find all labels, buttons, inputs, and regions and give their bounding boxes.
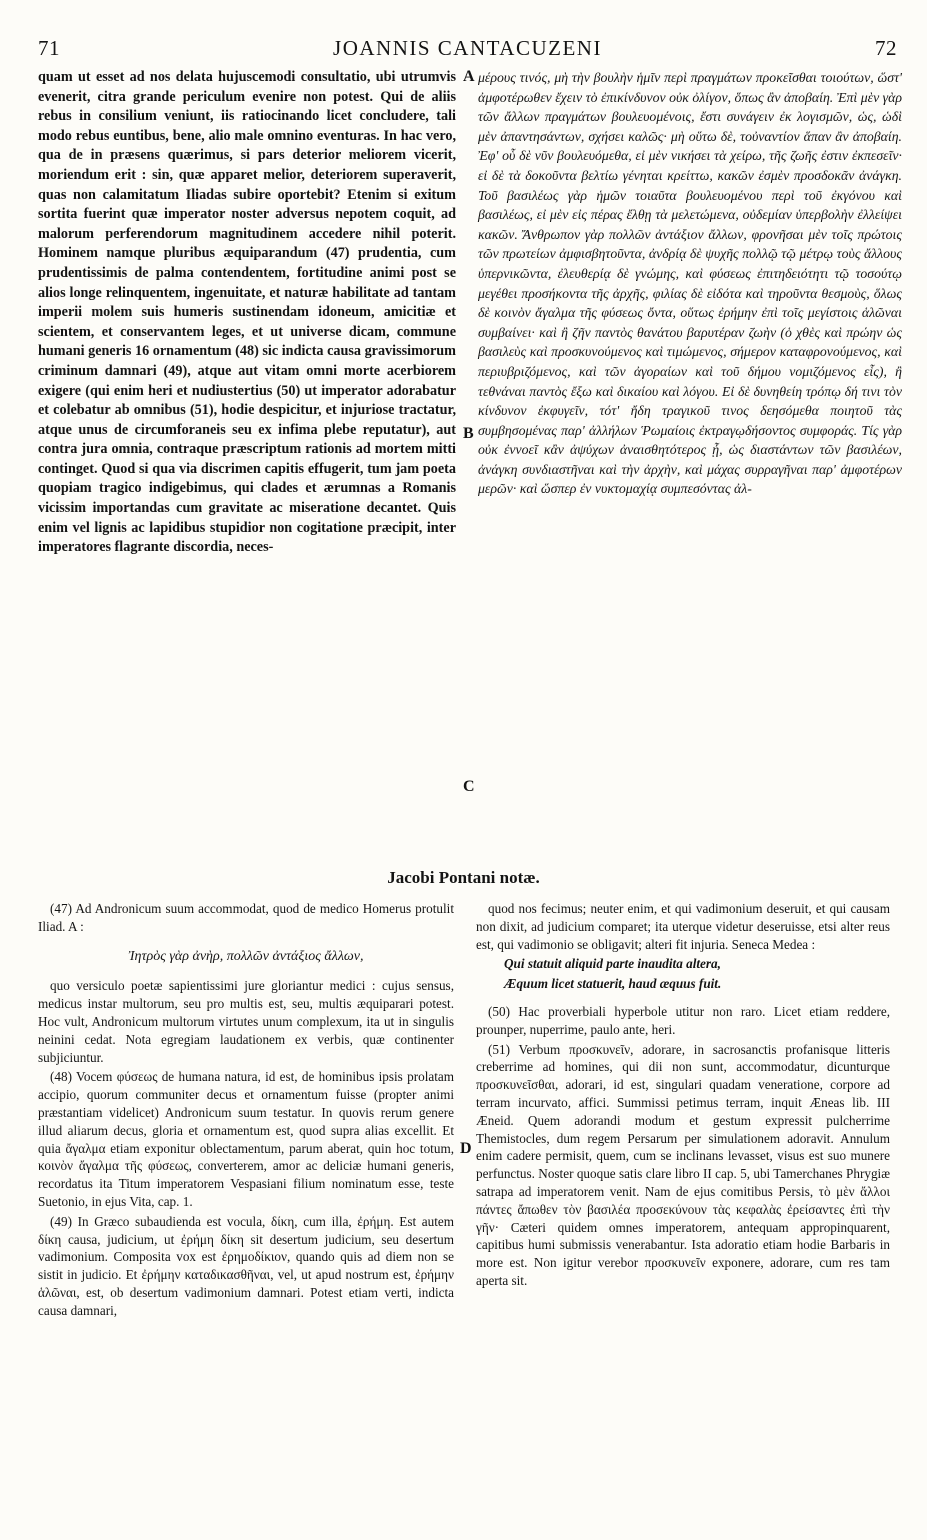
margin-letter-a: A bbox=[463, 68, 475, 85]
running-title: JOANNIS CANTACUZENI bbox=[333, 36, 602, 60]
note-49: (49) In Græco subaudienda est vocula, δίκη, cum illa, ἐρήμη. Est autem δίκη causa, judicium, ut ἐρήμη δίκη sit desertum judicium, seu desertum vadimonium. Composita vox est ἐρημοδίκιον, quando quis ad diem non se sistit in judicio. Et ἐρήμην καταδικασθῆναι, vel, ut apud nostrum est, ἐρήμην ἁλῶναι, est, ob desertum vadimonium damnari. Potest etiam verti, indicta causa damnari, bbox=[38, 1213, 454, 1318]
seneca-verse-1: Qui statuit aliquid parte inaudita altera, bbox=[504, 956, 721, 972]
notes-left-column bbox=[38, 900, 454, 1322]
note-47-citation: Ἰητρὸς γὰρ ἀνὴρ, πολλῶν ἀντάξιος ἄλλων, bbox=[128, 948, 364, 964]
margin-letter-b: B bbox=[463, 425, 474, 442]
note-47: (47) Ad Andronicum suum accommodat, quod de medico Homerus protulit Iliad. A : bbox=[38, 901, 454, 934]
running-header bbox=[38, 36, 897, 66]
margin-letter-c: C bbox=[463, 778, 475, 795]
notes-heading: Jacobi Pontani notæ. bbox=[387, 868, 540, 887]
note-50: (50) Hac proverbiali hyperbole utitur non raro. Licet etiam reddere, prounper, nuperrime, paulo ante, heri. bbox=[476, 1003, 890, 1037]
margin-letter-d: D bbox=[460, 1140, 472, 1157]
greek-column bbox=[478, 68, 902, 868]
seneca-verse-2: Æquum licet statuerit, haud æquus fuit. bbox=[504, 976, 722, 992]
notes-right-column bbox=[476, 900, 890, 1292]
note-51: (51) Verbum προσκυνεῖν, adorare, in sacrosanctis profanisque litteris creberrime ad homines, qui dii non sunt, accommodatur, dicunturque προσκυνεῖσθαι, adorari, id est, singulari quadam veneratione, corpore ad terram incurvato, affici. Summissi petimus terram, inquit Æneas lib. III Æneid. Quem adorandi modum et gestum expressit pulcherrime Themistocles, dum regem Persarum per simulationem adoravit. Annulum enim cadere permisit, quem, cum se inclinans levasset, visus est suo munere perfunctus. Noster quoque satis clare libro II cap. 5, ubi Tamerchanes Phrygiæ satrapa ad imperatorem venit. Nam de ejus comitibus Persis, τὸ μὲν ἄλλοι πάντες ἄπωθεν τὸν βασιλέα προσεκύνουν τὰς κεφαλὰς ἐρείσαντες ἐπὶ τὴν γῆν· Cæteri quidem omnes imperatorem, antequam appropinquarent, capitibus humi submissis venerabantur. Ista adoratio etiam hodie Barbaris in more est. Non igitur verebor προσκυνεῖν exponere, adorare, cum res tam aperta sit. bbox=[476, 1041, 890, 1288]
latin-column bbox=[38, 68, 456, 868]
left-page-number: 71 bbox=[38, 36, 60, 60]
note-48: (48) Vocem φύσεως de humana natura, id est, de hominibus ipsis prolatam accipio, quorum communiter decus et ornamentum fuisse (propter animi præstantiam videlicet) Andronicum suum testatur. In quovis rerum genere illud aliarum decus, gloria et ornamentum est, quod supra alias excellit. Et quia ἄγαλμα etiam exponitur oblectamentum, parum aberat, quin hoc totum, κοινὸν ἄγαλμα τῆς φύσεως, converterem, amor ac deliciæ humani generis, recordatus ita Titum imperatorem Vespasiani filium nominatum esse, teste Suetonio, in ejus Vita, cap. 1. bbox=[38, 1069, 454, 1209]
note-47-continued: quo versiculo poetæ sapientissimi jure gloriantur medici : cujus sensus, medicus instar multorum, seu pro multis est, seu, multis æquiparari potest. Hoc vult, Andronicum multorum virtutes unum complexum, ita ut in singulis neinini cedat. Nota egregiam laudationem ex verbis, quæ continenter subjiciuntur. bbox=[38, 978, 454, 1065]
latin-text: quam ut esset ad nos delata hujuscemodi consultatio, ubi utrumvis evenerit, citra grande periculum evenire non potest. Qui de aliis rebus in consilium veniunt, iis ratiocinando licet concludere, tali modo rebus euntibus, bene, alio male omnino eventuras. In hac vero, qua de in præsens quærimus, si pars deterior meliorem vicerit, moriendum erit : sin, quæ apparet melior, deteriorem superaverit, quas non calamitatum Iliadas subire oportebit? Etenim si exitum sortita fuerint quæ imperator noster adversus nepotem coquit, ad malorum perferendorum magnitudinem accedere nihil poterit. Hominem namque pluribus æquiparandum (47) prudentia, cum prudentissimis de palma contendentem, fortitudine animi post se alios longe relinquentem, ingenuitate, et naturæ habilitate ad tantam imperii molem suis humeris sustinendam idoneum, amicitiæ et scientem, et conservantem leges, et ut universe dicam, commune humani generis 16 ornamentum (48) sic indicta causa gravissimorum criminum damnari (49), atque aut vitam omni morte acerbiorem exigere (qui enim heri et nudiustertius (50) ut imperator adorabatur et colebatur ab omnibus (51), hodie despicitur, et injuriose tractatur, atque unus de circumforaneis seu ex infima plebe reputatur), aut contra jura omnia, contraque præscriptum rationis ad mortem mitti continget. Quod si qua via discrimen capitis effugerit, tum jam poeta quopiam tragico indigebimus, qui clades et ærumnas a Romanis vicissim importandas cum gravitate ac miseratione decantet. Quis enim vel lignis ac lapidibus stupidior non cogitatione præcipit, inter imperatores flagrante discordia, neces- bbox=[38, 69, 456, 556]
note-49-continued: quod nos fecimus; neuter enim, et qui vadimonium deseruit, et qui causam non dixit, ad judicium comparet; ita uterque videtur deseruisse, etsi alter reus est, qui vadimonio se obligavit; alteri fit injuria. Seneca Medea : bbox=[476, 901, 890, 952]
greek-text: μέρους τινός, μὴ τὴν βουλὴν ἡμῖν περὶ πραγμάτων προκεῖσθαι τοιούτων, ὥστ' ἀμφοτέρωθεν ἔχειν τὸ ἐπικίνδυνον οὐκ ὀλίγον, ὅπως ἂν ἀποβαίη. Ἐπὶ μὲν γὰρ τῶν ἄλλων πραγμάτων βουλευομένοις, ἔστι συνάγειν ἐκ λογισμῶν, ὡς, ὡδὶ μὲν ἀπαντησάντων, σχήσει καλῶς· μὴ οὕτω δὲ, τοὐναντίον ἅπαν ἂν ἀποβαίη. Ἐφ' οὗ δὲ νῦν βουλευόμεθα, εἰ μὲν νικήσει τὰ χείρω, τῆς ζωῆς ἐστιν ἐκπεσεῖν· εἰ δὲ τὰ δοκοῦντα βελτίω γένηται κρείττω, κακῶν ἐσμὲν προσδοκᾶν ἀνάγκη. Τοῦ βασιλέως γὰρ ἡμῶν τοιαῦτα βουλευομένου περὶ τοῦ ἐκγόνου καὶ βασιλέως, εἰ μὲν εἰς πέρας ἔλθῃ τὰ μελετώμενα, οὐδεμίαν ὑπερβολὴν ἐλλείψει κακῶν. Ἄνθρωπον γὰρ πολλῶν ἀντάξιον ἄλλων, φρονῆσαι μὲν τοῖς πρώτοις τῶν πρωτείων ἀμφισβητοῦντα, ἀνδρίᾳ δὲ ψυχῆς πολλῷ τῷ μέτρῳ τοὺς ἄλλους ὑπερνικῶντα, ἐλευθερίᾳ δὲ γνώμης, καὶ φύσεως ἐπιτηδειότητι τῷ τοσούτῳ μεγέθει προσήκοντα τῆς ἀρχῆς, φιλίας δὲ εἰδότα καὶ τηροῦντα θεσμοὺς, ὅλως δὲ κοινὸν ἄγαλμα τῆς φύσεως ὄντα, οὕτως ἐρήμην ἐπὶ τοῖς μεγίστοις ἁλῶναι συμβαίνει· καὶ ἢ ζῆν παντὸς θανάτου βαρυτέραν ζωὴν (ὁ χθὲς καὶ πρώην ὡς βασιλεὺς καὶ προσκυνούμενος καὶ τιμώμενος, σήμερον καταφρονούμενος, καὶ περιυβριζόμενος, καὶ τῶν ἀγοραίων καὶ τοῦ δήμου νομιζόμενος εἷς), ἢ τεθνάναι παντὸς ἔξω καὶ δικαίου καὶ λόγου. Εἰ δὲ δυνηθείη τρόπῳ δή τινι τὸν κίνδυνον ἐκφυγεῖν, τότ' ἤδη τραγικοῦ τινος δεησόμεθα ποιητοῦ τὰς συμβησομένας παρ' ἀλλήλων Ῥωμαίοις ἐκτραγῳδήσοντος συμφοράς. Τίς γὰρ οὐκ ἐννοεῖ κἂν ἀψύχων ἀναισθητότερος ᾖ, ὡς διαστάντων τῶν βασιλέων, ἀνάγκη συνδιαστῆναι καὶ τὴν ἀρχὴν, καὶ μάχας συρραγῆναι παρ' ἀμφοτέρων μερῶν· καὶ ὥσπερ ἐν νυκτομαχίᾳ συμπεσόντας ἀλ- bbox=[478, 70, 902, 497]
right-page-number: 72 bbox=[875, 36, 897, 60]
